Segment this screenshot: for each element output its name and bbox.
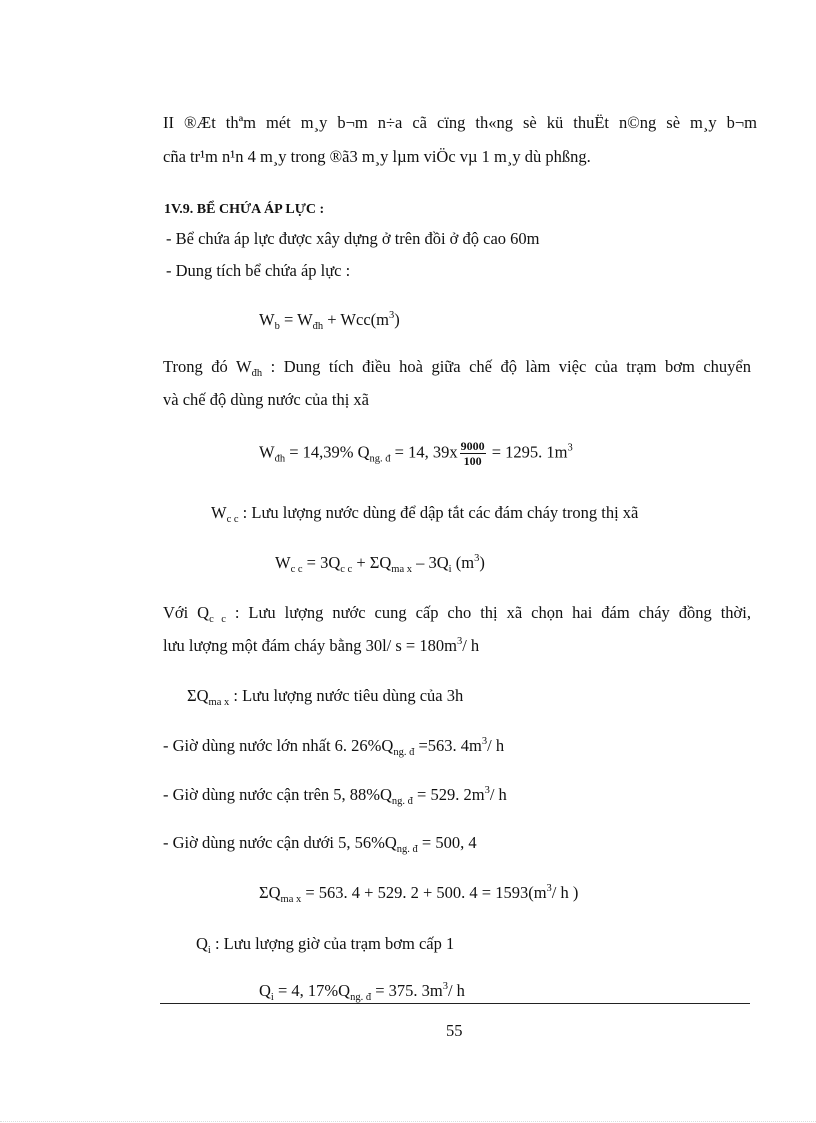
intro-line-2: cña tr¹m n¹n 4 m¸y trong ®ã3 m¸y lµm viÖc vµ 1 m¸y dù phßng. xyxy=(163,147,591,166)
peak-hour-line: - Giờ dùng nước lớn nhất 6. $26\%Q_{ng. đ} =563$. $4m^3/$ h xyxy=(163,736,505,758)
trong-do-line-1: Trong đó $W_{đh}$ : Dung tích điều hoà giữa chế độ làm việc của trạm bơm chuyển xyxy=(163,357,751,379)
equation-wb: $W_b = W_{đh} + Wcc(m^3)$ xyxy=(259,310,400,332)
footer-rule xyxy=(160,1003,750,1004)
qi-definition: $Q_i$ : Lưu lượng giờ của trạm bơm cấp 1 xyxy=(196,934,455,956)
bullet-capacity: - Dung tích bể chứa áp lực : xyxy=(166,261,351,280)
equation-qi: $Q_i = 4$, $17\%Q_{ng. đ} = 375$. $3m^3/$ h xyxy=(259,981,465,1003)
page-number: 55 xyxy=(446,1021,463,1040)
upper-hour-line: - Giờ dùng nước cận trên 5, $88\%Q_{ng. đ} = 529$. $2m^3/$ h xyxy=(163,785,507,807)
equation-wdh: $W_{đh} = 14,39\%$ $Q_{ng. đ} = 14$, 39x $\frac{9000}{100}$ = 1295. $1m^3$ xyxy=(259,439,573,468)
intro-line-1: II ®Æt thªm mét m¸y b¬m n÷a cã cïng th«ng sè kü thuËt n©ng sè m¸y b¬m xyxy=(163,113,757,132)
sum-qmax-definition: $\Sigma Q_{ma x}$ : Lưu lượng nước tiêu dùng của 3h xyxy=(187,686,464,708)
page-edge-divider xyxy=(0,1121,816,1122)
fraction: $\frac{9000}{100}$ xyxy=(460,439,485,468)
lower-hour-line: - Giờ dùng nước cận dưới 5, $56\%Q_{ng. đ} = 500$, 4 xyxy=(163,833,477,855)
voi-line-1: Với $Q_{c c}$ : Lưu lượng nước cung cấp cho thị xã chọn hai đám cháy đồng thời, xyxy=(163,603,751,625)
equation-wcc: $W_{c c} = 3Q_{c c} + \Sigma Q_{ma x} - 3Q_i$ $(m^3)$ xyxy=(275,553,485,575)
wcc-definition: $W_{c c}$ : Lưu lượng nước dùng để dập tắt các đám cháy trong thị xã xyxy=(211,503,639,525)
equation-sum-qmax: $\Sigma Q_{ma x} = 563$. 4 + 529. 2 + 500. $4 = 1593(m^3/$ h ) xyxy=(259,883,579,905)
section-heading: 1V.9. BỂ CHỨA ÁP LỰC : xyxy=(164,202,325,217)
trong-do-line-2: và chế độ dùng nước của thị xã xyxy=(163,390,369,409)
voi-line-2: lưu lượng một đám cháy bằng 30l/ $s = 180m^3/$ h xyxy=(163,636,480,655)
bullet-capacity-location: - Bể chứa áp lực được xây dựng ở trên đồi ở độ cao 60m xyxy=(166,229,540,248)
